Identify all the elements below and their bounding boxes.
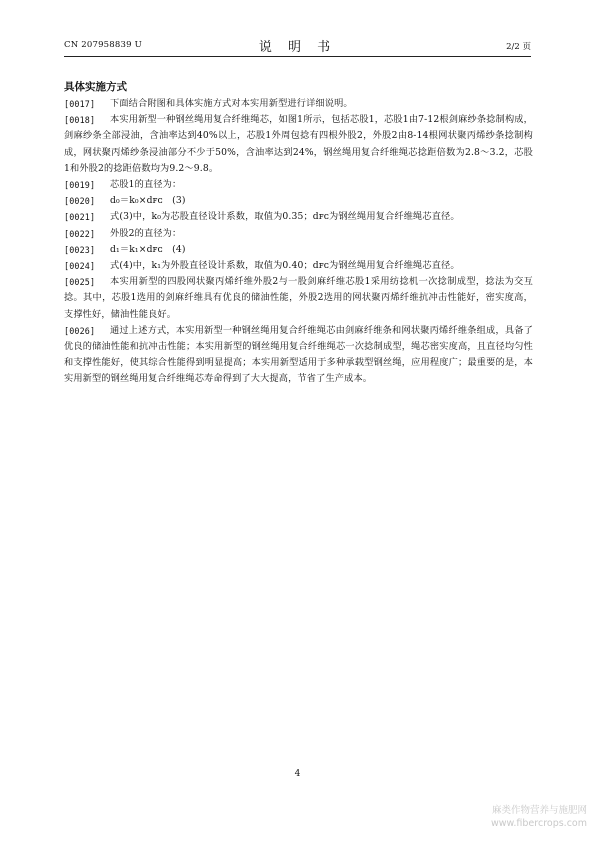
paragraph-number: [0022]: [64, 228, 96, 239]
paragraph-0021: [64, 209, 533, 225]
paragraph-0022: [64, 226, 533, 242]
paragraph-0017: [64, 96, 533, 112]
paragraph-text: 芯股1的直径为：: [110, 179, 182, 191]
formula-4: d₁＝k₁×dꜰᴄ (4): [110, 243, 186, 255]
section-heading: 具体实施方式: [64, 81, 127, 93]
paragraph-0019: [64, 177, 533, 193]
paragraph-0026: [64, 323, 533, 388]
paragraph-text: 式(4)中，k₁为外股直径设计系数，取值为0.40；dꜰᴄ为钢丝绳用复合纤维绳芯直径。: [110, 260, 460, 272]
patent-number: CN 207958839 U: [64, 40, 142, 50]
site-watermark: [491, 804, 587, 830]
paragraph-0023: [64, 242, 533, 258]
header-divider: [64, 56, 531, 57]
page-number: 4: [294, 769, 301, 779]
paragraph-0024: [64, 258, 533, 274]
paragraph-number: [0023]: [64, 244, 96, 255]
page-header: [64, 36, 531, 54]
paragraph-number: [0025]: [64, 277, 96, 288]
paragraph-number: [0026]: [64, 325, 96, 336]
paragraph-number: [0020]: [64, 196, 96, 207]
paragraph-number: [0018]: [64, 115, 96, 126]
paragraph-text: 下面结合附图和具体实施方式对本实用新型进行详细说明。: [110, 98, 353, 109]
paragraph-text: 本实用新型的四股网状聚丙烯纤维外股2与一股剑麻纤维芯股1采用纺捻机一次捻制成型，捻法为交互捻。其中，芯股1选用的剑麻纤维具有优良的储油性能，外股2选用的网状聚丙烯纤维抗冲击性能好，密实度高，支撑性好，储油性能良好。: [64, 276, 533, 320]
paragraph-text: 式(3)中，k₀为芯股直径设计系数，取值为0.35；dꜰᴄ为钢丝绳用复合纤维绳芯直径。: [110, 211, 460, 223]
paragraph-0025: [64, 274, 533, 323]
paragraph-text: 本实用新型一种钢丝绳用复合纤维绳芯，如图1所示，包括芯股1，芯股1由7-12根剑麻纱条捻制构成，剑麻纱条全部浸油，含油率达到40%以上，芯股1外周包捻有四根外股2，外股2由8-14根网状聚丙烯纱条捻制构成，网状聚丙烯纱条浸油部分不少于50%，含油率达到24%，钢丝绳用复合纤维绳芯捻距倍数为2.8～3.2，芯股1和外股2的捻距倍数均为9.2～9.8。: [64, 114, 533, 174]
paragraph-number: [0021]: [64, 212, 96, 223]
paragraph-text: 外股2的直径为：: [110, 227, 182, 239]
paragraph-text: 通过上述方式，本实用新型一种钢丝绳用复合纤维绳芯由剑麻纤维条和网状聚丙烯纤维条组成，具备了优良的储油性能和抗冲击性能；本实用新型的钢丝绳用复合纤维绳芯一次捻制成型，绳芯密实度高，且直径均匀性和支撑性能好，使其综合性能得到明显提高；本实用新型适用于多种承载型钢丝绳，应用程度广；最重要的是，本实用新型的钢丝绳用复合纤维绳芯寿命得到了大大提高，节省了生产成本。: [64, 324, 533, 385]
paragraph-number: [0017]: [64, 99, 96, 109]
page-indicator: 2/2 页: [506, 42, 531, 52]
paragraph-0018: [64, 112, 533, 177]
watermark-url: www.fibercrops.com: [490, 818, 587, 829]
paragraph-number: [0019]: [64, 180, 96, 191]
watermark-title: 麻类作物营养与施肥网: [491, 805, 587, 816]
paragraph-0020: [64, 193, 533, 209]
paragraph-list: [64, 96, 533, 388]
formula-3: d₀＝k₀×dꜰᴄ (3): [110, 195, 186, 207]
document-title: 说 明 书: [258, 40, 337, 55]
paragraph-number: [0024]: [64, 261, 96, 272]
